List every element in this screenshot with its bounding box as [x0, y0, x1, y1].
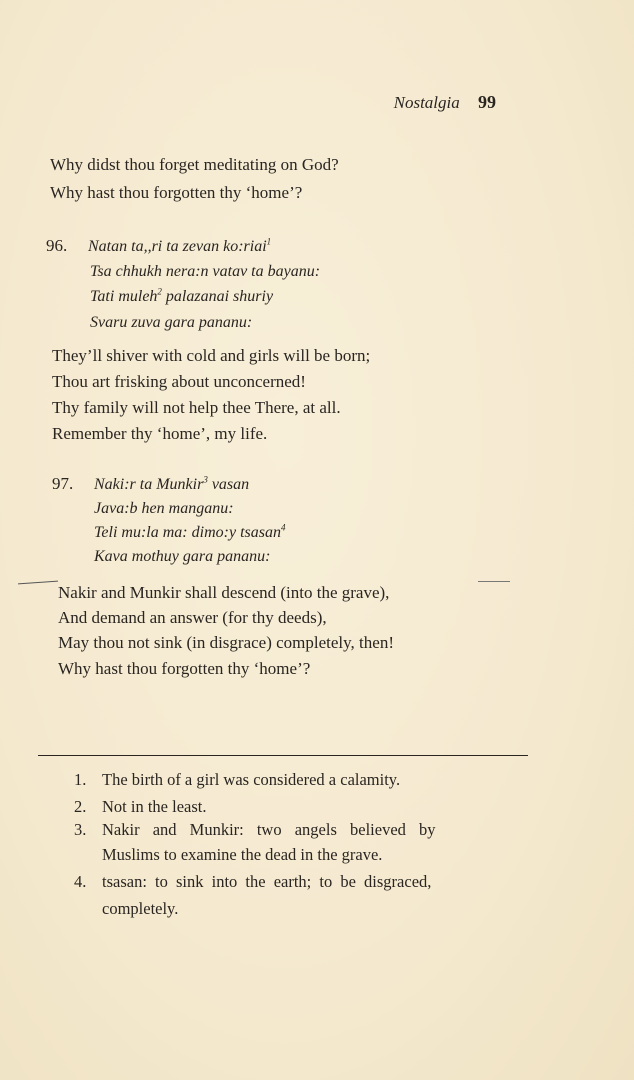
verse-97-line-2: Java:b hen manganu:: [94, 500, 234, 517]
verse-number: 96.: [46, 236, 68, 255]
running-header: [394, 92, 496, 113]
translation-line: Remember thy ‘home’, my life.: [52, 424, 268, 443]
stray-mark: [478, 581, 510, 582]
footnote-2: 2. Not in the least.: [74, 797, 207, 816]
footnote-4-continued: completely.: [102, 899, 179, 918]
verse-97-line-3: Teli mu:la ma: dimo:y tsasan$^4$: [94, 522, 286, 541]
translation-line: Why hast thou forgotten thy ‘home’?: [58, 659, 311, 678]
verse-97-line-1: 97. Naki:r ta Munkir$^3$ vasan: [52, 474, 250, 493]
page-number: 99: [478, 92, 496, 112]
verse-97-line-4: Kava mothuy gara pananu:: [94, 548, 271, 565]
translation-line: May thou not sink (in disgrace) completely, then!: [58, 633, 394, 652]
chapter-title: Nostalgia: [393, 93, 460, 112]
footnote-ref: 2: [157, 286, 162, 297]
text-line: Why didst thou forget meditating on God?: [50, 155, 339, 174]
footnote-3-continued: Muslims to examine the dead in the grave.: [102, 845, 383, 864]
footnote-ref: 4: [280, 522, 286, 533]
verse-number: 97.: [52, 474, 74, 493]
stray-mark: [18, 581, 58, 585]
translation-line: They’ll shiver with cold and girls will be born;: [52, 346, 371, 365]
verse-96-line-2: Tsa chhukh nera:n vatav ta bayanu:: [90, 263, 321, 280]
footnote-ref: 3: [203, 474, 208, 485]
footnote-ref: 1: [266, 236, 272, 247]
translation-line: Nakir and Munkir shall descend (into the grave),: [58, 583, 390, 602]
translation-line: Thy family will not help thee There, at all.: [52, 398, 341, 417]
verse-96-line-4: Svaru zuva gara pananu:: [90, 314, 253, 331]
translation-line: Thou art frisking about unconcerned!: [52, 372, 306, 391]
verse-96-line-1: 96. Natan ta,,ri ta zevan ko:riai$^1$: [46, 236, 272, 255]
verse-96-line-3: Tati muleh$^2$ palazanai shuriy: [90, 286, 274, 305]
footnote-3: 3. Nakir and Munkir: two angels believed by: [74, 820, 436, 839]
footnote-rule: [38, 755, 528, 756]
text-line: Why hast thou forgotten thy ‘home’?: [50, 183, 303, 202]
footnote-1: 1. The birth of a girl was considered a calamity.: [74, 770, 401, 789]
translation-line: And demand an answer (for thy deeds),: [58, 608, 327, 627]
footnote-4: 4. tsasan: to sink into the earth; to be disgraced,: [74, 872, 432, 891]
